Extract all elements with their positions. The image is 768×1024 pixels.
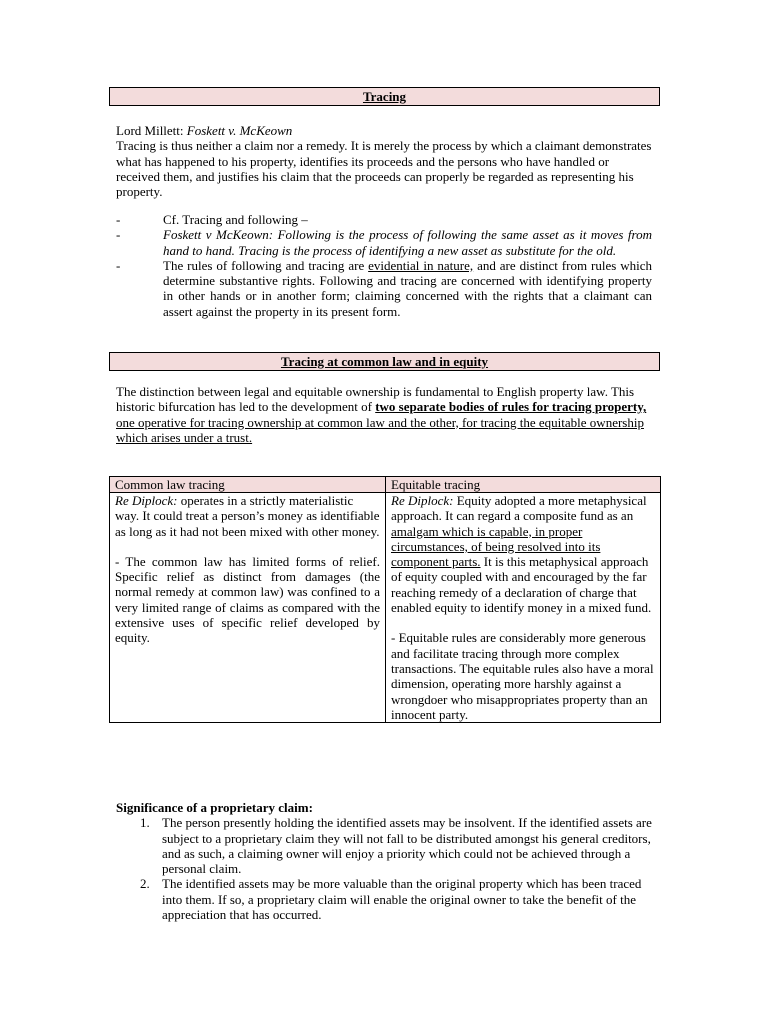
paragraph-text: [116, 384, 652, 445]
section-heading-common-law-equity: Tracing at common law and in equity: [109, 352, 660, 371]
item-number: 1.: [140, 815, 150, 831]
underlined-phrase: evidential in nature,: [368, 257, 474, 273]
quote-attribution: [116, 123, 652, 138]
cell-paragraph: - The common law has limited forms of relief. Specific relief as distinct from damages (the normal remedy at common law) was confined to a very limited range of claims as compared with the extensive uses of specific relief developed by equity.: [115, 553, 380, 646]
bullet-text: Foskett v McKeown: Following is the process of following the same asset as it moves from hand to hand. Tracing is the process of identifying a new asset as substitute for the old.: [163, 227, 652, 258]
item-text: The identified assets may be more valuable than the original property which has been traced into them. If so, a proprietary claim will enable the original owner to take the benefit of the appreciation that has occurred.: [162, 876, 642, 923]
bullet-dash: -: [116, 212, 121, 227]
equitable-cell: [386, 493, 661, 723]
bullet-text-part: and are distinct from rules which determine substantive rights. Following and tracing are concerned with identifying property in other hands or in another form; claiming concerned with the rights that a claimant can assert against the property in its present form.: [163, 257, 652, 319]
underlined-phrase: one operative for tracing ownership at common law and the other, for tracing the equitable ownership which arises under a trust.: [116, 414, 644, 445]
table-header-row: [110, 477, 661, 493]
case-name: Re Diplock:: [391, 493, 454, 508]
numbered-list: [116, 815, 656, 922]
list-item: [116, 258, 652, 319]
cell-text: operates in a strictly materialistic way. It could treat a person’s money as identifiable as long as it had not been mixed with other money.: [115, 493, 380, 539]
significance-section: [116, 800, 656, 922]
bold-phrase: two separate bodies of rules for tracing property,: [375, 399, 647, 415]
bullet-list: [116, 212, 652, 319]
column-header-common-law: Common law tracing: [110, 477, 386, 493]
column-header-equitable: Equitable tracing: [386, 477, 661, 493]
text-part: The distinction between legal and equitable ownership is fundamental to English property law. This historic bifurcation has led to the development of: [116, 384, 635, 415]
item-number: 2.: [140, 876, 150, 892]
bullet-dash: -: [116, 227, 121, 243]
cell-text: Equity adopted a more metaphysical approach. It can regard a composite fund as an: [391, 493, 647, 524]
author-name: Lord Millett:: [116, 123, 187, 138]
bullet-text-part: The rules of following and tracing are: [163, 257, 369, 273]
section-heading-tracing: Tracing: [109, 87, 660, 106]
cell-paragraph: [115, 493, 380, 539]
section-title: Significance of a proprietary claim:: [116, 800, 313, 815]
list-item: [116, 227, 652, 258]
bullet-dash: -: [116, 257, 121, 273]
list-item: [116, 815, 656, 876]
distinction-paragraph: [116, 384, 652, 445]
cell-paragraph: [391, 493, 655, 615]
common-law-cell: [110, 493, 386, 723]
millett-quote-block: [116, 123, 652, 199]
table-row: [110, 493, 661, 723]
list-item: [116, 212, 652, 227]
comparison-table: [109, 476, 661, 723]
bullet-text: [163, 258, 652, 319]
cell-text: It is this metaphysical approach of equity coupled with and encouraged by the far reaching remedy of a declaration of charge that enabled equity to identify money in a mixed fund.: [391, 554, 652, 616]
quote-text: Tracing is thus neither a claim nor a remedy. It is merely the process by which a claimant demonstrates what has happened to his property, identifies its proceeds and the persons who have handled or received them, and justifies his claim that the proceeds can properly be regarded as representing his property.: [116, 138, 652, 200]
cell-paragraph: - Equitable rules are considerably more generous and facilitate tracing through more complex transactions. The equitable rules also have a moral dimension, operating more harshly against a wrongdoer who misappropriates property than an innocent party.: [391, 630, 654, 722]
case-name: Foskett v. McKeown: [186, 123, 293, 138]
case-name: Re Diplock:: [115, 493, 178, 508]
bullet-text: Cf. Tracing and following –: [163, 212, 308, 227]
underlined-phrase: amalgam which is capable, in proper circumstances, of being resolved into its component parts.: [391, 523, 601, 570]
item-text: The person presently holding the identified assets may be insolvent. If the identified assets are subject to a proprietary claim they will not fall to be distributed amongst his general creditors, and as such, a claiming owner will enjoy a priority which could not be achieved through a personal claim.: [162, 815, 652, 877]
list-item: [116, 876, 656, 922]
